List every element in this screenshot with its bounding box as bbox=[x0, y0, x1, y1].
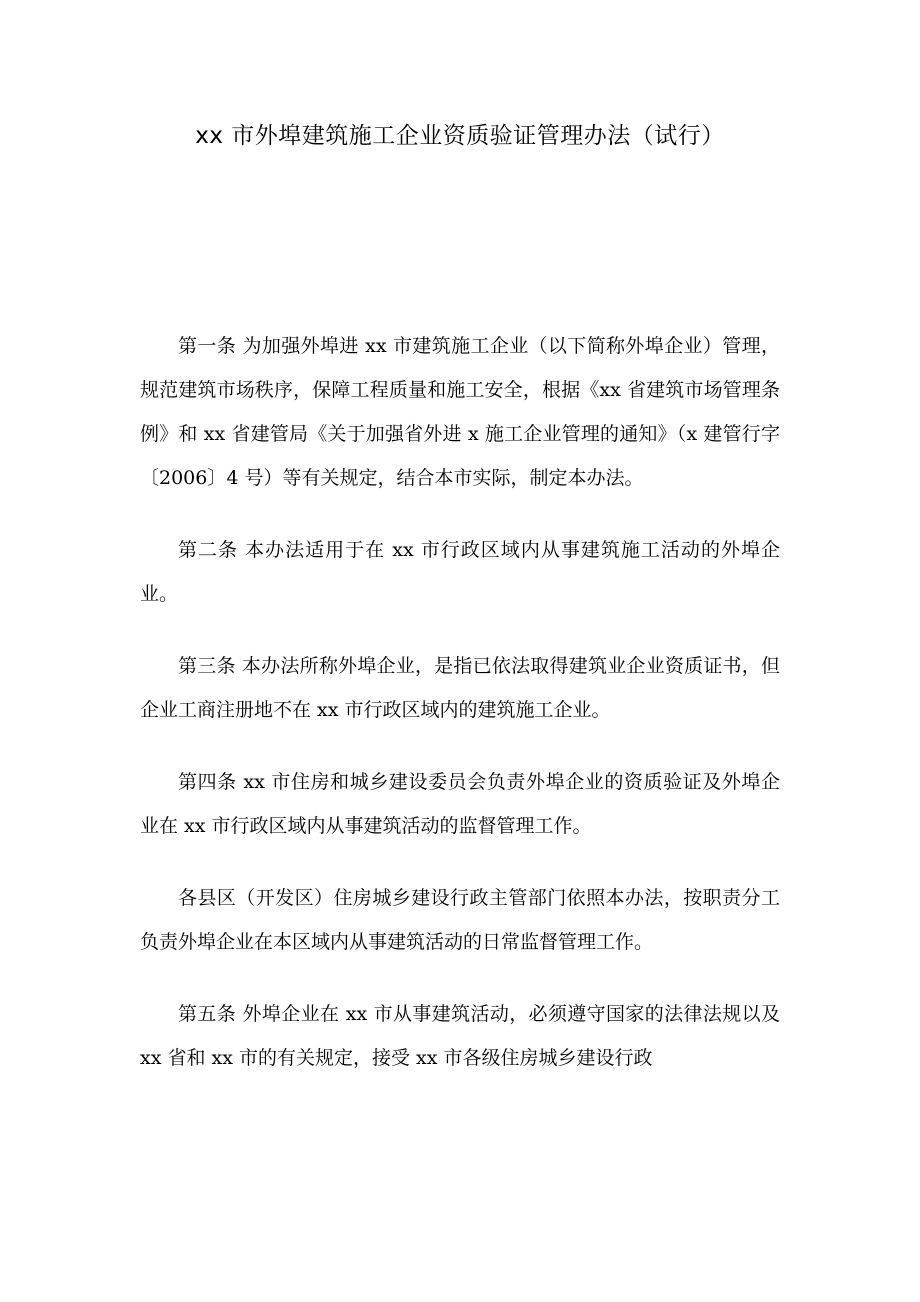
article-1-paragraph: 第一条 为加强外埠进 xx 市建筑施工企业（以下简称外埠企业）管理，规范建筑市场秩序，保障工程质量和施工安全，根据《xx 省建筑市场管理条例》和 xx 省建管局《关于加强省外进 x 施工企业管理的通知》（x 建管行字〔2006〕4 号）等有关规定，结合本市实际，制定本办法。 bbox=[140, 335, 780, 489]
document-body bbox=[140, 324, 780, 1108]
document-title: xx 市外埠建筑施工企业资质验证管理办法（试行） bbox=[195, 123, 725, 149]
article-4-sub-paragraph: 各县区（开发区）住房城乡建设行政主管部门依照本办法，按职责分工负责外埠企业在本区域内从事建筑活动的日常监督管理工作。 bbox=[140, 887, 780, 953]
article-2-paragraph: 第二条 本办法适用于在 xx 市行政区域内从事建筑施工活动的外埠企业。 bbox=[140, 539, 780, 605]
article-3-paragraph: 第三条 本办法所称外埠企业，是指已依法取得建筑业企业资质证书，但企业工商注册地不在 xx 市行政区域内的建筑施工企业。 bbox=[140, 655, 780, 721]
article-4-paragraph: 第四条 xx 市住房和城乡建设委员会负责外埠企业的资质验证及外埠企业在 xx 市行政区域内从事建筑活动的监督管理工作。 bbox=[140, 771, 780, 837]
article-5-paragraph: 第五条 外埠企业在 xx 市从事建筑活动，必须遵守国家的法律法规以及 xx 省和 xx 市的有关规定，接受 xx 市各级住房城乡建设行政 bbox=[140, 1003, 780, 1069]
